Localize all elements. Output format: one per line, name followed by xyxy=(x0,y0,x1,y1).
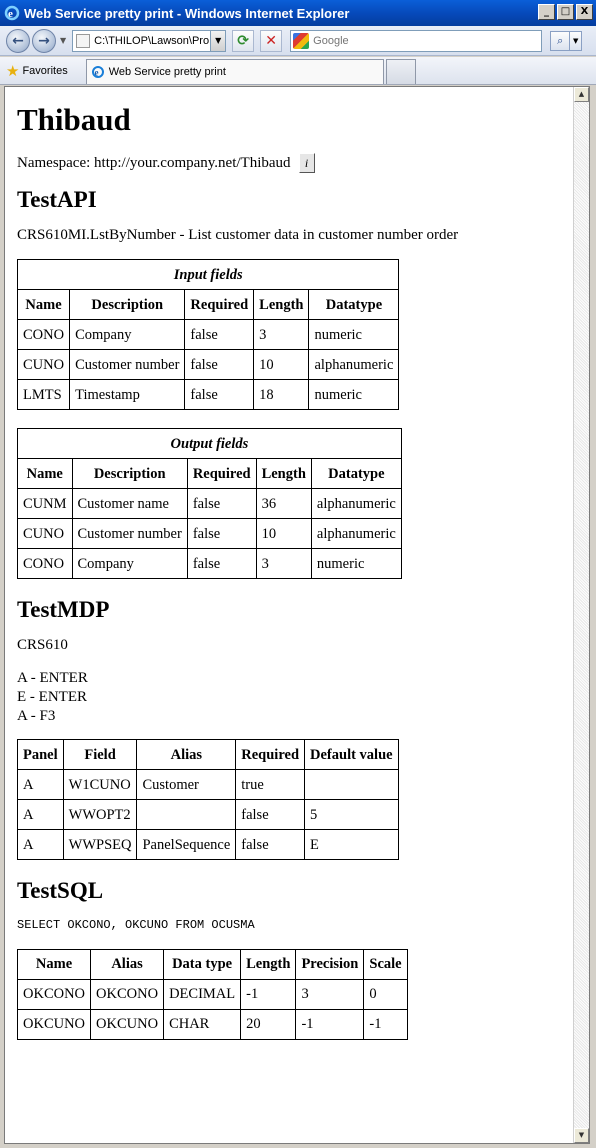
page-content xyxy=(5,103,589,1040)
window-title: Web Service pretty print - Windows Internet Explorer xyxy=(24,5,350,21)
address-text: C:\THILOP\Lawson\Pro xyxy=(94,34,210,47)
table-cell: PanelSequence xyxy=(137,830,236,860)
search-icon[interactable]: ⌕ xyxy=(550,31,570,51)
table-cell: -1 xyxy=(296,1009,364,1039)
column-header: Name xyxy=(18,459,73,489)
column-header: Panel xyxy=(18,740,64,770)
table-cell: alphanumeric xyxy=(311,489,401,519)
favorites-bar xyxy=(0,57,596,85)
ie-page-icon xyxy=(91,65,105,79)
namespace-info-button[interactable]: i xyxy=(299,153,315,173)
table-cell: W1CUNO xyxy=(63,770,137,800)
page-icon xyxy=(76,34,90,48)
table-cell: 36 xyxy=(256,489,311,519)
table-cell: DECIMAL xyxy=(164,979,241,1009)
address-dropdown-icon[interactable]: ▼ xyxy=(210,31,225,51)
table-cell: 0 xyxy=(364,979,407,1009)
window-titlebar[interactable] xyxy=(0,0,596,26)
table-cell: true xyxy=(236,770,305,800)
sql-columns-table xyxy=(17,949,408,1040)
scroll-up-arrow-icon[interactable]: ▲ xyxy=(574,87,589,102)
column-header: Required xyxy=(236,740,305,770)
table-cell: OKCONO xyxy=(18,979,91,1009)
mdp-step: E - ENTER xyxy=(17,688,87,705)
table-row xyxy=(18,770,399,800)
table-cell: false xyxy=(185,380,254,410)
table-cell: CUNO xyxy=(18,519,73,549)
column-header: Precision xyxy=(296,949,364,979)
table-cell: E xyxy=(305,830,399,860)
table-cell xyxy=(137,800,236,830)
page-title: Thibaud xyxy=(17,102,131,137)
new-tab-button[interactable] xyxy=(386,59,416,84)
search-input[interactable] xyxy=(313,35,533,47)
column-header: Name xyxy=(18,290,70,320)
column-header: Name xyxy=(18,949,91,979)
table-row xyxy=(18,800,399,830)
address-field[interactable] xyxy=(72,30,226,52)
api-description: CRS610MI.LstByNumber - List customer data in customer number order xyxy=(17,227,459,244)
column-header: Length xyxy=(241,949,296,979)
table-cell: WWOPT2 xyxy=(63,800,137,830)
table-cell: numeric xyxy=(309,320,399,350)
ie-logo-icon xyxy=(4,5,20,21)
column-header: Length xyxy=(254,290,309,320)
table-cell: alphanumeric xyxy=(311,519,401,549)
table-cell: 10 xyxy=(256,519,311,549)
mdp-steps xyxy=(17,669,589,725)
star-icon: ★ xyxy=(6,62,20,80)
column-header: Scale xyxy=(364,949,407,979)
table-row xyxy=(18,489,402,519)
stop-button[interactable]: ✕ xyxy=(260,30,282,52)
table-cell: 20 xyxy=(241,1009,296,1039)
table-row xyxy=(18,320,399,350)
column-header: Data type xyxy=(164,949,241,979)
table-cell: false xyxy=(185,350,254,380)
table-cell: false xyxy=(236,800,305,830)
table-cell: CUNM xyxy=(18,489,73,519)
table-caption: Output fields xyxy=(18,429,402,459)
table-cell: 18 xyxy=(254,380,309,410)
table-cell: false xyxy=(187,519,256,549)
namespace-text: Namespace: http://your.company.net/Thibaud xyxy=(17,154,291,171)
table-row xyxy=(18,350,399,380)
table-cell: CHAR xyxy=(164,1009,241,1039)
column-header: Datatype xyxy=(311,459,401,489)
table-cell: 3 xyxy=(296,979,364,1009)
table-cell: CONO xyxy=(18,549,73,579)
table-cell: false xyxy=(187,549,256,579)
refresh-button[interactable]: ⟳ xyxy=(232,30,254,52)
namespace-line xyxy=(17,153,589,173)
column-header: Field xyxy=(63,740,137,770)
table-cell: 3 xyxy=(256,549,311,579)
table-row xyxy=(18,1009,408,1039)
table-row xyxy=(18,979,408,1009)
column-header: Default value xyxy=(305,740,399,770)
table-cell: 10 xyxy=(254,350,309,380)
search-options-dropdown-icon[interactable]: ▼ xyxy=(570,31,582,51)
table-cell: A xyxy=(18,800,64,830)
input-fields-table xyxy=(17,259,399,410)
history-dropdown-icon[interactable]: ▼ xyxy=(60,36,67,45)
vertical-scrollbar[interactable] xyxy=(573,87,589,1143)
table-cell: Company xyxy=(70,320,185,350)
sql-query: SELECT OKCONO, OKCUNO FROM OCUSMA xyxy=(17,917,255,932)
column-header: Alias xyxy=(91,949,164,979)
svg-text:e: e xyxy=(94,67,99,78)
back-button[interactable]: ← xyxy=(6,29,30,53)
table-row xyxy=(18,519,402,549)
column-header: Length xyxy=(256,459,311,489)
table-cell: OKCONO xyxy=(91,979,164,1009)
table-cell: false xyxy=(187,489,256,519)
table-row xyxy=(18,380,399,410)
close-button[interactable]: X xyxy=(576,4,593,20)
sql-heading: TestSQL xyxy=(17,878,104,904)
table-cell: Customer name xyxy=(72,489,187,519)
table-cell: numeric xyxy=(311,549,401,579)
column-header: Description xyxy=(70,290,185,320)
table-cell: CUNO xyxy=(18,350,70,380)
search-field[interactable] xyxy=(290,30,542,52)
mdp-program: CRS610 xyxy=(17,637,68,654)
table-cell: 5 xyxy=(305,800,399,830)
tab-title: Web Service pretty print xyxy=(108,66,226,78)
page-viewport xyxy=(4,86,590,1144)
column-header: Required xyxy=(187,459,256,489)
table-cell: alphanumeric xyxy=(309,350,399,380)
mdp-step: A - ENTER xyxy=(17,670,88,687)
mdp-step: A - F3 xyxy=(17,707,56,724)
mdp-fields-table xyxy=(17,739,399,860)
api-heading: TestAPI xyxy=(17,187,97,213)
minimize-button[interactable]: _ xyxy=(538,4,555,20)
mdp-heading: TestMDP xyxy=(17,597,110,623)
table-row xyxy=(18,830,399,860)
table-cell: OKCUNO xyxy=(91,1009,164,1039)
table-cell: numeric xyxy=(309,380,399,410)
output-fields-table xyxy=(17,428,402,579)
table-cell: Customer number xyxy=(70,350,185,380)
table-cell: A xyxy=(18,770,64,800)
tab-web-service-pretty-print[interactable] xyxy=(86,59,384,84)
table-cell: -1 xyxy=(241,979,296,1009)
forward-button[interactable]: → xyxy=(32,29,56,53)
address-toolbar xyxy=(0,26,596,56)
table-cell xyxy=(305,770,399,800)
window-controls xyxy=(538,4,593,20)
table-cell: OKCUNO xyxy=(18,1009,91,1039)
table-cell: false xyxy=(185,320,254,350)
svg-text:e: e xyxy=(8,8,13,20)
table-row xyxy=(18,549,402,579)
column-header: Datatype xyxy=(309,290,399,320)
table-cell: 3 xyxy=(254,320,309,350)
favorites-label: Favorites xyxy=(22,65,68,77)
maximize-button[interactable]: □ xyxy=(557,4,574,20)
table-cell: Customer xyxy=(137,770,236,800)
column-header: Required xyxy=(185,290,254,320)
table-cell: false xyxy=(236,830,305,860)
table-caption: Input fields xyxy=(18,260,399,290)
table-cell: Company xyxy=(72,549,187,579)
google-icon xyxy=(293,33,309,49)
table-cell: LMTS xyxy=(18,380,70,410)
column-header: Description xyxy=(72,459,187,489)
column-header: Alias xyxy=(137,740,236,770)
favorites-button[interactable] xyxy=(6,58,68,84)
scroll-down-arrow-icon[interactable]: ▼ xyxy=(574,1128,589,1143)
table-cell: -1 xyxy=(364,1009,407,1039)
table-cell: CONO xyxy=(18,320,70,350)
table-cell: Customer number xyxy=(72,519,187,549)
table-cell: A xyxy=(18,830,64,860)
table-cell: Timestamp xyxy=(70,380,185,410)
table-cell: WWPSEQ xyxy=(63,830,137,860)
